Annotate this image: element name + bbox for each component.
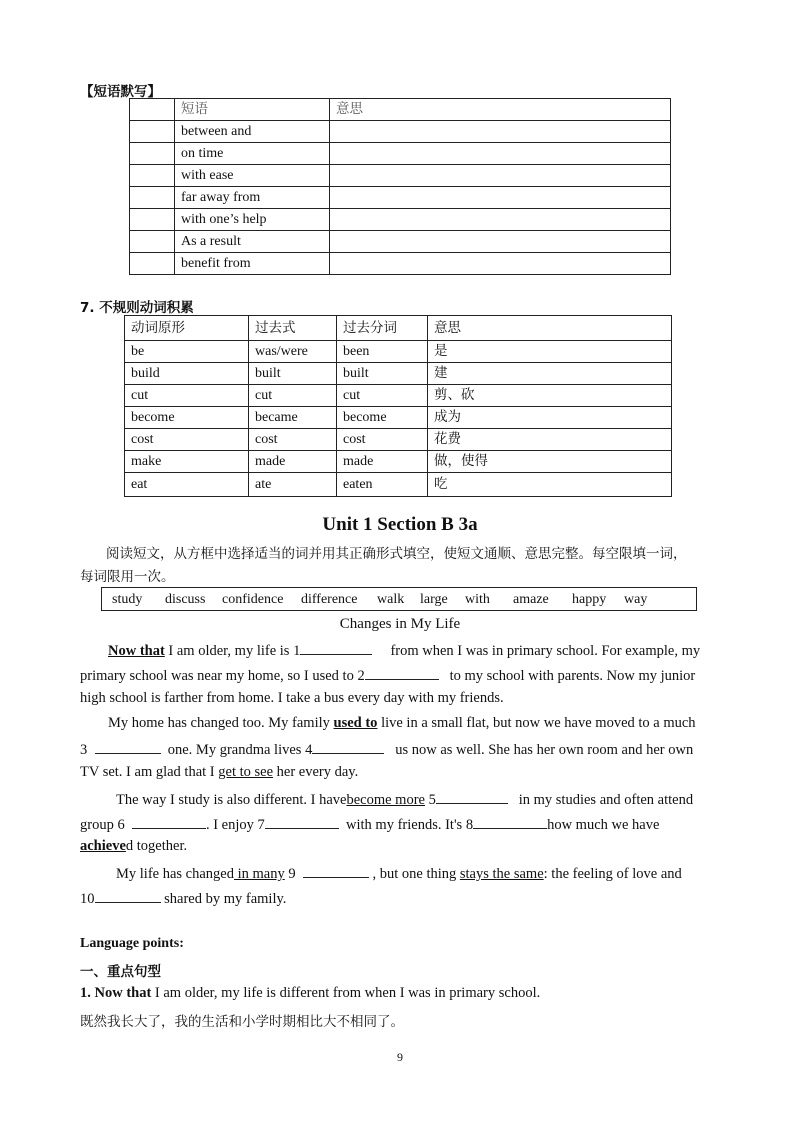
- phrase-cell: with ease: [175, 165, 330, 187]
- blank-2[interactable]: [365, 665, 439, 680]
- word-option: happy: [572, 592, 607, 607]
- word-option: amaze: [513, 592, 549, 607]
- word-option: discuss: [165, 592, 206, 607]
- phrase-section-heading: 【短语默写】: [80, 84, 161, 100]
- highlight-phrase: achieve: [80, 838, 126, 854]
- past-participle-header: 过去分词: [337, 316, 428, 341]
- verb-cell: built: [249, 363, 337, 385]
- example-sentence: 1. Now that I am older, my life is different from when I was in primary school.: [80, 985, 541, 1001]
- meaning-cell[interactable]: [330, 231, 671, 253]
- table-row: [125, 451, 672, 473]
- base-form-header: 动词原形: [125, 316, 249, 341]
- verb-cell: cut: [337, 385, 428, 407]
- phrase-cell: between and: [175, 121, 330, 143]
- highlight-phrase: in many: [233, 866, 285, 882]
- key-sentences-heading: 一、重点句型: [80, 964, 161, 980]
- verb-meaning-cell: 做，使得: [428, 451, 672, 473]
- word-option: way: [624, 592, 648, 607]
- instructions-line-1: 阅读短文，从方框中选择适当的词并用其正确形式填空，使短文通顺、意思完整。每空限填一词，: [106, 546, 687, 562]
- passage-line: 3 one. My grandma lives 4 us now as well. She has her own room and her own: [80, 739, 693, 759]
- page-number: 9: [397, 1050, 403, 1064]
- blank-5[interactable]: [436, 789, 508, 804]
- meaning-cell[interactable]: [330, 143, 671, 165]
- blank-8[interactable]: [473, 814, 547, 829]
- verb-cell: become: [337, 407, 428, 429]
- word-option: with: [465, 592, 490, 607]
- word-box: [101, 587, 697, 611]
- verb-cell: be: [125, 341, 249, 363]
- table-row: [130, 165, 671, 187]
- table-row: [130, 231, 671, 253]
- highlight-phrase: used to: [333, 715, 378, 731]
- table-row: [125, 363, 672, 385]
- verb-cell: become: [125, 407, 249, 429]
- meaning-cell[interactable]: [330, 253, 671, 275]
- highlight-phrase: Now that: [108, 643, 165, 659]
- meaning-cell[interactable]: [330, 209, 671, 231]
- verb-meaning-cell: 成为: [428, 407, 672, 429]
- table-row: [125, 429, 672, 451]
- verb-cell: made: [337, 451, 428, 473]
- passage-line: group 6 . I enjoy 7 with my friends. It's 8 how much we have: [80, 814, 659, 834]
- table-row: [125, 407, 672, 429]
- verb-cell: cost: [249, 429, 337, 451]
- table-row: [125, 341, 672, 363]
- passage-line: primary school was near my home, so I used to 2 to my school with parents. Now my junior: [80, 665, 695, 685]
- blank-6[interactable]: [132, 814, 206, 829]
- passage-line: high school is farther from home. I take a bus every day with my friends.: [80, 690, 504, 706]
- meaning-header: 意思: [428, 316, 672, 341]
- word-option: large: [420, 592, 448, 607]
- blank-10[interactable]: [95, 888, 161, 903]
- blank-4[interactable]: [312, 739, 384, 754]
- verb-meaning-cell: 建: [428, 363, 672, 385]
- verb-meaning-cell: 是: [428, 341, 672, 363]
- word-option: walk: [377, 592, 405, 607]
- meaning-header: 意思: [330, 99, 671, 121]
- verb-cell: make: [125, 451, 249, 473]
- meaning-cell[interactable]: [330, 121, 671, 143]
- word-option: confidence: [222, 592, 284, 607]
- table-row: [130, 99, 671, 121]
- verb-cell: ate: [249, 473, 337, 497]
- verb-cell: cut: [125, 385, 249, 407]
- phrase-table: [129, 98, 671, 275]
- word-option: difference: [301, 592, 358, 607]
- verb-cell: build: [125, 363, 249, 385]
- passage-title: Changes in My Life: [339, 616, 461, 632]
- verb-cell: eaten: [337, 473, 428, 497]
- verb-cell: was/were: [249, 341, 337, 363]
- passage-line: 10 shared by my family.: [80, 888, 286, 908]
- blank-7[interactable]: [265, 814, 339, 829]
- verb-cell: cost: [337, 429, 428, 451]
- word-option: study: [112, 592, 143, 607]
- highlight-phrase: get to see: [218, 764, 274, 780]
- table-row: [130, 187, 671, 209]
- instructions-line-2: 每词限用一次。: [80, 569, 175, 585]
- passage-line: TV set. I am glad that I get to see her every day.: [80, 764, 359, 780]
- verb-cell: cost: [125, 429, 249, 451]
- passage-line: Now that I am older, my life is 1 from when I was in primary school. For example, my: [108, 640, 700, 660]
- table-row: [125, 385, 672, 407]
- passage-line: My life has changed in many 9 , but one thing stays the same: the feeling of love and: [116, 863, 682, 883]
- verb-cell: cut: [249, 385, 337, 407]
- table-row: [130, 209, 671, 231]
- verb-meaning-cell: 剪、砍: [428, 385, 672, 407]
- phrase-cell: far away from: [175, 187, 330, 209]
- passage-line: My home has changed too. My family used to live in a small flat, but now we have moved to a much: [108, 715, 696, 731]
- passage-line: achieved together.: [80, 838, 188, 854]
- meaning-cell[interactable]: [330, 187, 671, 209]
- phrase-cell: benefit from: [175, 253, 330, 275]
- unit-title: Unit 1 Section B 3a: [322, 514, 478, 535]
- table-row: [125, 473, 672, 497]
- phrase-cell: on time: [175, 143, 330, 165]
- verb-meaning-cell: 花费: [428, 429, 672, 451]
- table-row: [125, 316, 672, 341]
- table-row: [130, 121, 671, 143]
- table-row: [130, 143, 671, 165]
- verb-cell: eat: [125, 473, 249, 497]
- table-row: [130, 253, 671, 275]
- example-translation: 既然我长大了，我的生活和小学时期相比大不相同了。: [80, 1014, 404, 1030]
- highlight-phrase: stays the same: [459, 866, 544, 882]
- phrase-cell: with one’s help: [175, 209, 330, 231]
- blank-3[interactable]: [95, 739, 161, 754]
- passage-line: The way I study is also different. I havebecome more 5 in my studies and often attend: [116, 789, 693, 809]
- blank-1[interactable]: [300, 640, 372, 655]
- verb-meaning-cell: 吃: [428, 473, 672, 497]
- blank-9[interactable]: [303, 863, 369, 878]
- phrase-cell: As a result: [175, 231, 330, 253]
- phrase-header: 短语: [175, 99, 330, 121]
- verb-cell: been: [337, 341, 428, 363]
- irregular-verb-table: [124, 315, 672, 497]
- verb-cell: built: [337, 363, 428, 385]
- highlight-phrase: become more: [346, 792, 425, 808]
- past-tense-header: 过去式: [249, 316, 337, 341]
- irregular-section-heading: 7. 不规则动词积累: [80, 300, 194, 316]
- verb-cell: made: [249, 451, 337, 473]
- language-points-heading: Language points:: [80, 936, 184, 951]
- verb-cell: became: [249, 407, 337, 429]
- meaning-cell[interactable]: [330, 165, 671, 187]
